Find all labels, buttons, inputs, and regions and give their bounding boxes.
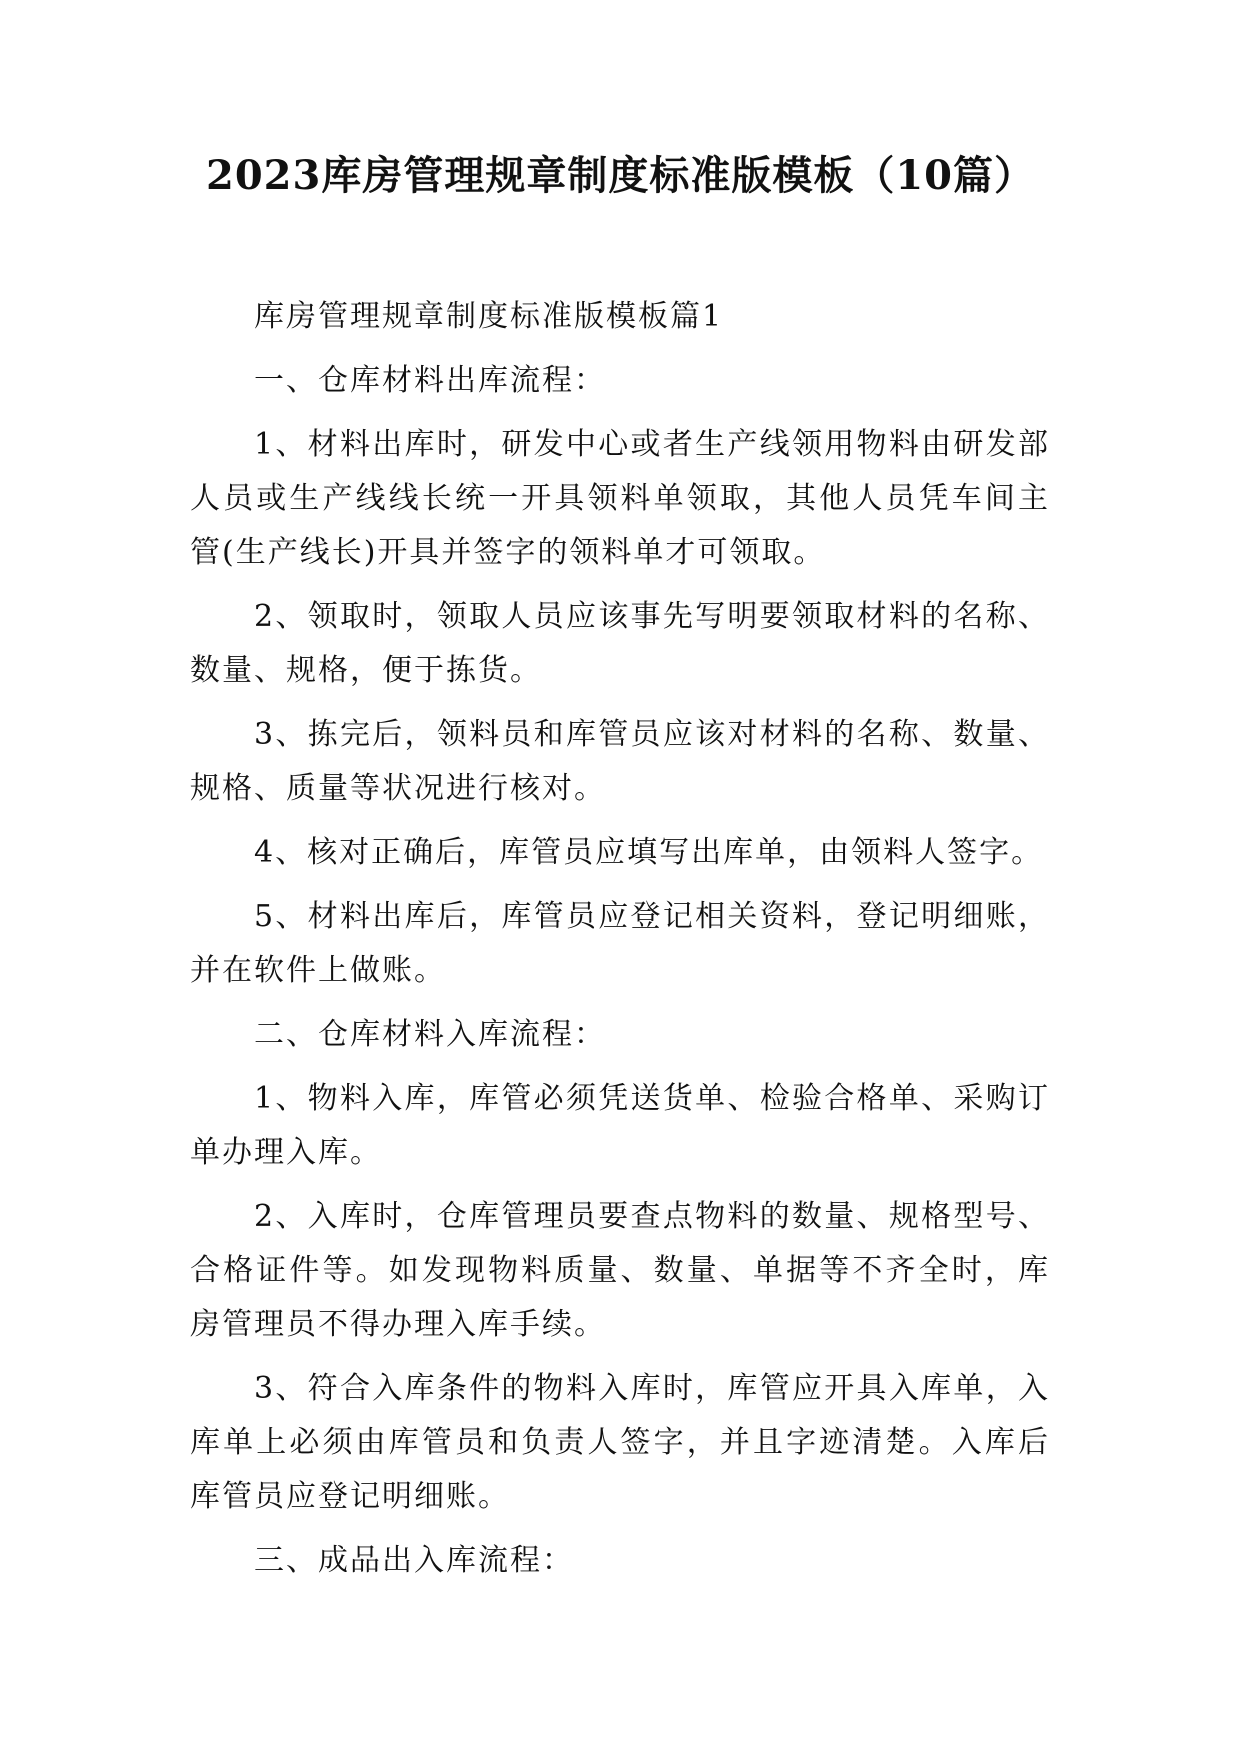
document-title: 2023库房管理规章制度标准版模板（10篇） — [206, 152, 1035, 199]
paragraph-outbound-2: 2、领取时，领取人员应该事先写明要领取材料的名称、数量、规格，便于拣货。 — [190, 599, 1050, 688]
document-body — [190, 290, 1050, 1598]
paragraph-outbound-5: 5、材料出库后，库管员应登记相关资料，登记明细账，并在软件上做账。 — [190, 899, 1050, 988]
section-heading-template-1: 库房管理规章制度标准版模板篇1 — [254, 299, 724, 334]
section-heading-material-outbound: 一、仓库材料出库流程： — [254, 363, 606, 398]
paragraph-outbound-3: 3、拣完后，领料员和库管员应该对材料的名称、数量、规格、质量等状况进行核对。 — [190, 717, 1050, 806]
paragraph-outbound-1: 1、材料出库时，研发中心或者生产线领用物料由研发部人员或生产线线长统一开具领料单领取，其他人员凭车间主管(生产线长)开具并签字的领料单才可领取。 — [190, 427, 1050, 570]
paragraph-inbound-2: 2、入库时，仓库管理员要查点物料的数量、规格型号、合格证件等。如发现物料质量、数量、单据等不齐全时，库房管理员不得办理入库手续。 — [190, 1199, 1050, 1342]
paragraph-inbound-1: 1、物料入库，库管必须凭送货单、检验合格单、采购订单办理入库。 — [190, 1081, 1050, 1170]
section-heading-material-inbound: 二、仓库材料入库流程： — [254, 1017, 606, 1052]
section-heading-finished-goods: 三、成品出入库流程： — [254, 1543, 574, 1578]
paragraph-inbound-3: 3、符合入库条件的物料入库时，库管应开具入库单，入库单上必须由库管员和负责人签字，并且字迹清楚。入库后库管员应登记明细账。 — [190, 1371, 1050, 1514]
paragraph-outbound-4: 4、核对正确后，库管员应填写出库单，由领料人签字。 — [254, 835, 1044, 870]
